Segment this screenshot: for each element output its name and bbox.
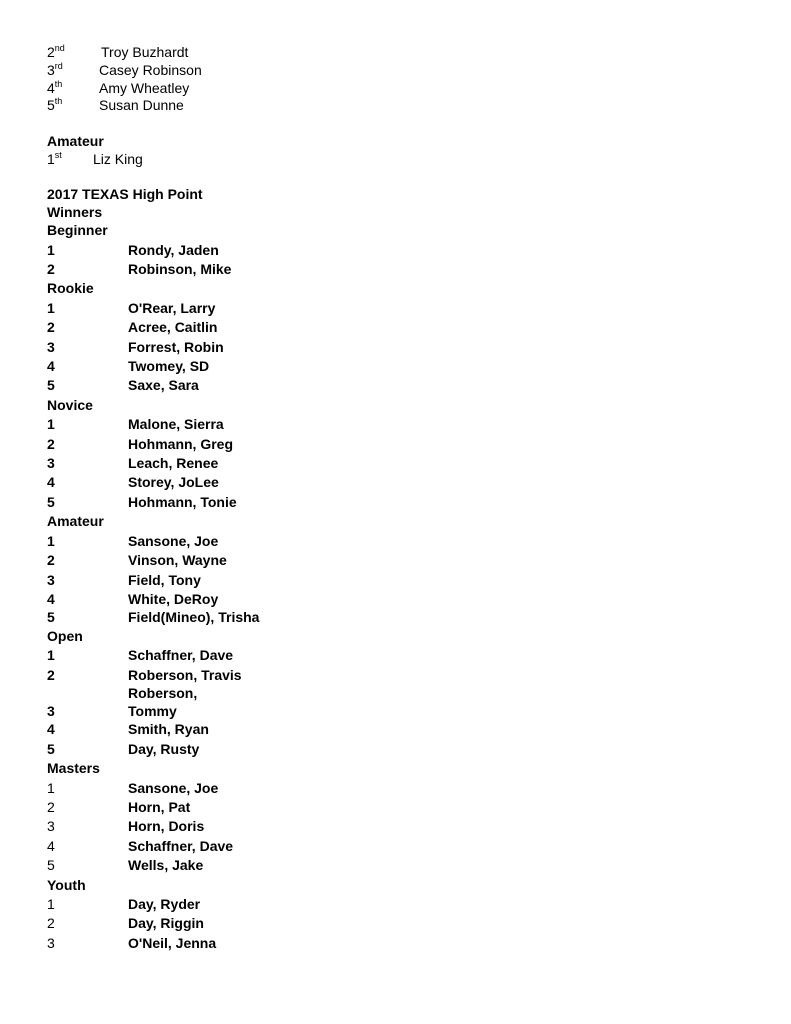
table-row: [47, 590, 747, 609]
rank: 3: [47, 455, 55, 472]
winner-name: Hohmann, Tonie: [128, 493, 237, 510]
rank: 5: [47, 857, 55, 874]
winner-name: Roberson, Tommy: [128, 685, 198, 719]
table-row: [47, 532, 747, 551]
table-row: [47, 318, 747, 337]
place: 3rd: [47, 60, 63, 78]
winner-name: Day, Ryder: [128, 895, 201, 912]
rank: 3: [47, 818, 55, 835]
rank: 5: [47, 609, 55, 626]
rank: 2: [47, 666, 55, 683]
name: Liz King: [93, 150, 143, 167]
category-heading: Beginner: [47, 222, 108, 239]
table-row: [47, 551, 747, 570]
list-item: [47, 62, 747, 80]
table-row: [47, 914, 747, 933]
table-row: [47, 837, 747, 856]
table-row: [47, 299, 747, 318]
rank: 4: [47, 590, 55, 607]
category-heading: Masters: [47, 760, 100, 777]
rank: 2: [47, 319, 55, 336]
winner-name: White, DeRoy: [128, 590, 219, 607]
rank: 4: [47, 721, 55, 738]
high-point-title: 2017 TEXAS High Point Winners: [47, 186, 203, 220]
table-row: [47, 934, 747, 953]
rank: 4: [47, 474, 55, 491]
rank: 2: [47, 552, 55, 569]
table-row: [47, 241, 747, 260]
table-row: [47, 666, 747, 685]
rank: 1: [47, 299, 55, 316]
high-point-list: [47, 221, 747, 953]
rank: 2: [47, 261, 55, 277]
winner-name: O'Rear, Larry: [128, 299, 216, 316]
name: Amy Wheatley: [99, 79, 190, 96]
winner-name: Smith, Ryan: [128, 721, 209, 738]
table-row: [47, 571, 747, 590]
winner-name: Storey, JoLee: [128, 474, 219, 491]
table-row: [47, 720, 747, 739]
winner-name: Leach, Renee: [128, 455, 219, 472]
list-item: [47, 44, 747, 62]
rank: 2: [47, 915, 55, 932]
table-row: [47, 435, 747, 454]
table-row: [47, 376, 747, 395]
rank: 1: [47, 647, 55, 664]
place: 4th: [47, 78, 63, 96]
category-heading: Rookie: [47, 280, 94, 297]
winner-name: Schaffner, Dave: [128, 837, 234, 854]
winner-name: Acree, Caitlin: [128, 319, 218, 336]
table-row: [47, 338, 747, 357]
winner-name: O'Neil, Jenna: [128, 934, 217, 951]
rank: 5: [47, 493, 55, 510]
rank: 5: [47, 377, 55, 394]
winner-name: Rondy, Jaden: [128, 241, 219, 258]
table-row: [47, 454, 747, 473]
table-row: [47, 798, 747, 817]
table-row: [47, 646, 747, 665]
list-item: [47, 80, 747, 98]
table-row: [47, 415, 747, 434]
top-placings-list: [47, 44, 747, 115]
winner-name: Malone, Sierra: [128, 416, 224, 433]
winner-name: Roberson, Travis: [128, 666, 242, 683]
rank: 3: [47, 571, 55, 588]
table-row: [47, 493, 747, 512]
table-row: [47, 473, 747, 492]
winner-name: Wells, Jake: [128, 857, 204, 874]
winner-name: Vinson, Wayne: [128, 552, 227, 569]
winner-name: Field, Tony: [128, 571, 201, 588]
winner-name: Schaffner, Dave: [128, 647, 234, 664]
winner-name: Day, Rusty: [128, 740, 200, 757]
rank: 5: [47, 740, 55, 757]
winner-name: Sansone, Joe: [128, 532, 219, 549]
winner-name: Twomey, SD: [128, 358, 210, 375]
category-heading: Amateur: [47, 513, 104, 530]
rank: 3: [47, 702, 55, 719]
document-page: [47, 44, 747, 953]
place: 5th: [47, 96, 63, 114]
table-row: [47, 609, 747, 627]
table-row: [47, 685, 747, 720]
name: Troy Buzhardt: [101, 44, 189, 60]
rank: 2: [47, 435, 55, 452]
rank: 2: [47, 798, 55, 815]
winner-name: Hohmann, Greg: [128, 435, 234, 452]
winner-name: Sansone, Joe: [128, 779, 219, 796]
rank: 3: [47, 934, 55, 951]
rank: 1: [47, 241, 55, 258]
rank: 1: [47, 532, 55, 549]
winner-name: Saxe, Sara: [128, 377, 199, 394]
rank: 1: [47, 779, 55, 796]
rank: 4: [47, 358, 55, 375]
place: 1st: [47, 149, 62, 167]
winner-name: Horn, Doris: [128, 818, 205, 835]
category-heading: Youth: [47, 876, 86, 893]
rank: 3: [47, 338, 55, 355]
table-row: [47, 740, 747, 759]
table-row: [47, 856, 747, 875]
table-row: [47, 779, 747, 798]
winner-name: Forrest, Robin: [128, 338, 224, 355]
category-heading: Open: [47, 627, 83, 644]
name: Casey Robinson: [99, 61, 202, 78]
winner-name: Field(Mineo), Trisha: [128, 609, 260, 626]
place: 2nd: [47, 43, 65, 60]
amateur-heading: Amateur: [47, 133, 104, 150]
table-row: [47, 817, 747, 836]
table-row: [47, 260, 747, 279]
category-heading: Novice: [47, 396, 93, 413]
table-row: [47, 357, 747, 376]
rank: 1: [47, 416, 55, 433]
winner-name: Day, Riggin: [128, 915, 204, 932]
amateur-winner: [47, 151, 747, 169]
rank: 4: [47, 837, 55, 854]
winner-name: Robinson, Mike: [128, 261, 232, 277]
rank: 1: [47, 895, 55, 912]
winner-name: Horn, Pat: [128, 798, 191, 815]
table-row: [47, 895, 747, 914]
list-item: [47, 97, 747, 115]
name: Susan Dunne: [99, 97, 184, 114]
